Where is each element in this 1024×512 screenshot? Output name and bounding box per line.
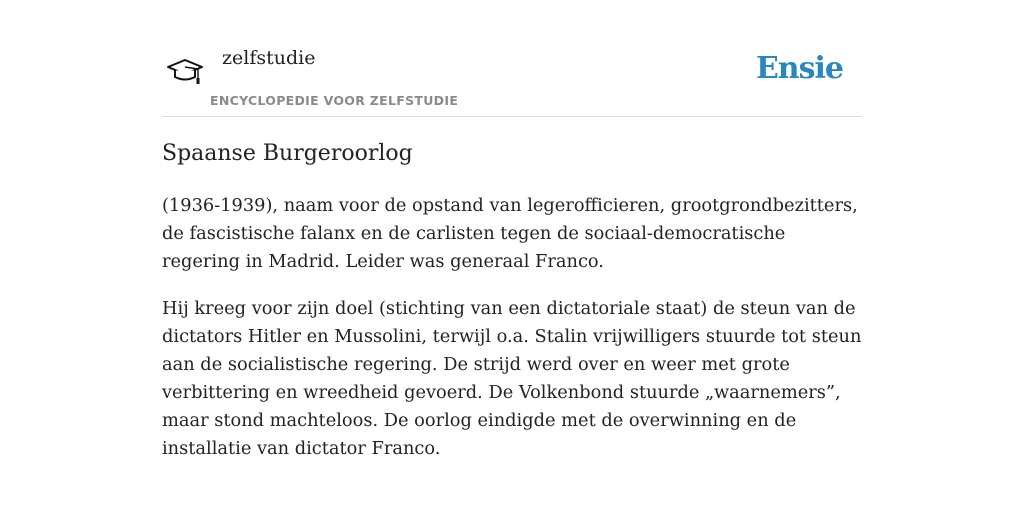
article-title: Spaanse Burgeroorlog <box>162 141 413 166</box>
site-header <box>162 0 862 117</box>
article-paragraph-2: Hij kreeg voor zijn doel (stichting van een dictatoriale staat) de steun van de dictators Hitler en Mussolini, terwijl o.a. Stalin vrijwilligers stuurde tot steun aan de socialistische regering. De strijd werd over en weer met grote verbittering en wreedheid gevoerd. De Volkenbond stuurde „waarnemers”, maar stond machteloos. De oorlog eindigde met de overwinning en de installatie van dictator Franco. <box>162 298 862 459</box>
site-tagline: ENCYCLOPEDIE VOOR ZELFSTUDIE <box>210 93 459 108</box>
article <box>162 138 862 463</box>
article-paragraph-1: (1936-1939), naam voor de opstand van legerofficieren, grootgrondbezitters, de fascistische falanx en de carlisten tegen de sociaal-democratische regering in Madrid. Leider was generaal Franco. <box>162 195 858 272</box>
graduation-cap-icon[interactable] <box>164 52 206 92</box>
site-name[interactable]: zelfstudie <box>222 47 316 69</box>
brand-logo-link[interactable]: Ensie <box>755 51 843 86</box>
